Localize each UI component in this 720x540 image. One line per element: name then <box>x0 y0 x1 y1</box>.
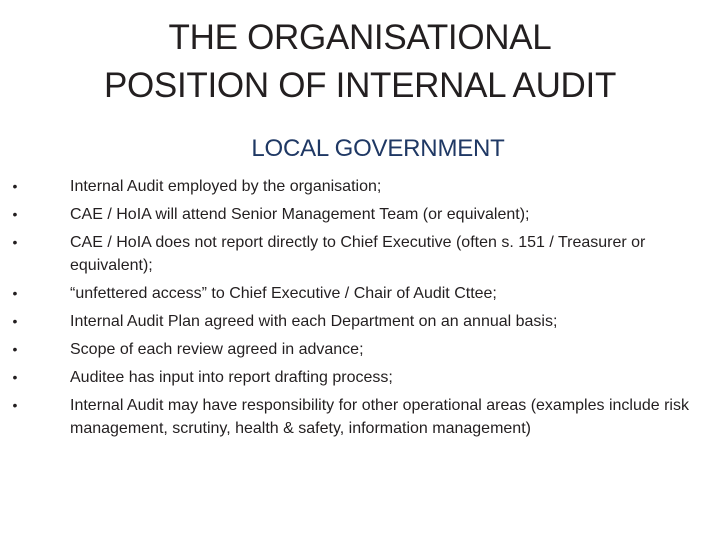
bullet-text: Auditee has input into report drafting process; <box>70 369 393 386</box>
bullet-text: Internal Audit may have responsibility for other operational areas (examples include risk management, scrutiny, health & safety, information management) <box>70 397 689 437</box>
bullet-item <box>8 310 698 333</box>
bullet-icon: • <box>12 313 18 329</box>
bullet-item <box>8 203 698 226</box>
slide-title <box>40 14 680 110</box>
bullet-item <box>8 394 698 440</box>
bullet-text: Internal Audit Plan agreed with each Department on an annual basis; <box>70 313 558 330</box>
bullet-icon: • <box>12 234 18 250</box>
bullet-item <box>8 282 698 305</box>
bullet-list <box>8 175 698 445</box>
bullet-item <box>8 338 698 361</box>
slide-title-line-1: THE ORGANISATIONAL <box>168 18 552 57</box>
bullet-text: Scope of each review agreed in advance; <box>70 341 364 358</box>
bullet-item <box>8 231 698 277</box>
slide-subtitle-text: LOCAL GOVERNMENT <box>251 135 505 162</box>
bullet-icon: • <box>12 369 18 385</box>
bullet-icon: • <box>12 285 18 301</box>
bullet-text: Internal Audit employed by the organisation; <box>70 178 382 195</box>
bullet-text: CAE / HoIA does not report directly to Chief Executive (often s. 151 / Treasurer or equivalent); <box>70 234 646 274</box>
bullet-icon: • <box>12 206 18 222</box>
bullet-text: CAE / HoIA will attend Senior Management Team (or equivalent); <box>70 206 530 223</box>
bullet-icon: • <box>12 341 18 357</box>
bullet-item <box>8 366 698 389</box>
bullet-icon: • <box>12 397 18 413</box>
bullet-item <box>8 175 698 198</box>
slide-subtitle <box>0 133 720 165</box>
slide-title-line-2: POSITION OF INTERNAL AUDIT <box>103 66 617 105</box>
bullet-text: “unfettered access” to Chief Executive / Chair of Audit Cttee; <box>70 285 497 302</box>
bullet-icon: • <box>12 178 18 194</box>
